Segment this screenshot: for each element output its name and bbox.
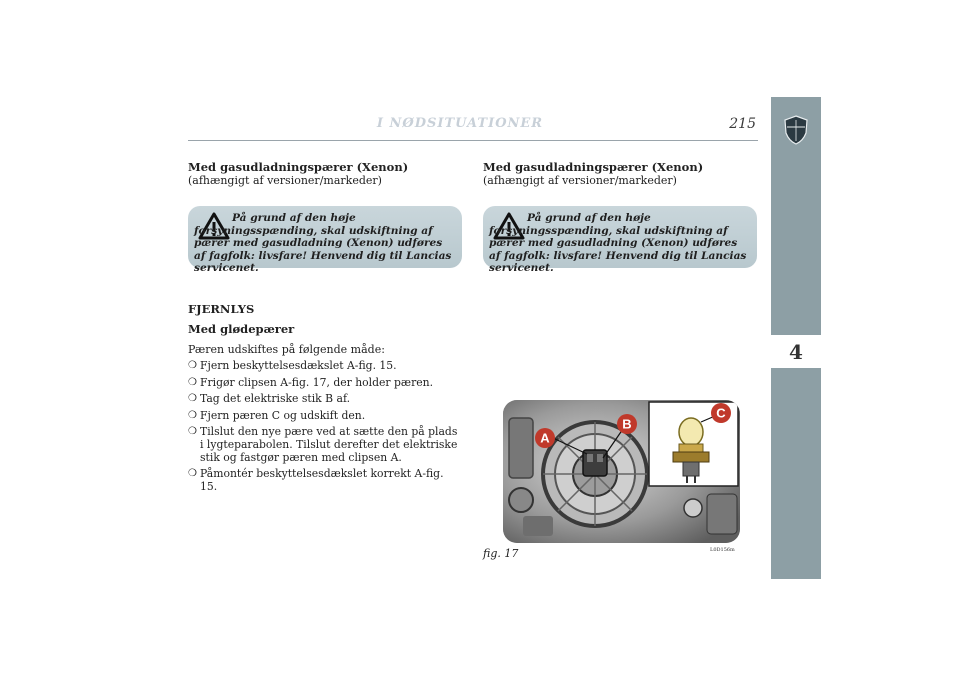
section-subtitle: Med glødepærer bbox=[188, 322, 295, 336]
procedure-intro: Pæren udskiftes på følgende måde: bbox=[188, 343, 385, 356]
left-column bbox=[188, 161, 463, 187]
lancia-shield-icon bbox=[783, 115, 809, 145]
procedure-step: ❍ Tilslut den nye pære ved at sætte den på plads i lygteparabolen. Tilslut derefter det elektriske stik og fastgør pæren med clipsen A. bbox=[188, 426, 464, 464]
page-number: 215 bbox=[729, 116, 756, 132]
procedure-step: ❍ Påmontér beskyttelsesdækslet korrekt A-fig. 15. bbox=[188, 468, 464, 493]
headlamp-figure bbox=[503, 400, 740, 543]
procedure-steps bbox=[188, 360, 464, 493]
left-paren-note: (afhængigt af versioner/markeder) bbox=[188, 174, 382, 187]
headlamp-illustration bbox=[503, 400, 740, 543]
left-warning-text: På grund af den høje forsyningsspænding, skal udskiftning af pærer med gasudladning (Xenon) udføres af fagfolk: livsfare! Henvend dig til Lancias servicenet. bbox=[194, 212, 452, 274]
chapter-number: 4 bbox=[771, 335, 821, 368]
left-subheading: Med gasudladningspærer (Xenon) bbox=[188, 160, 409, 174]
svg-text:C: C bbox=[716, 405, 726, 421]
procedure-step: ❍ Fjern beskyttelsesdækslet A-fig. 15. bbox=[188, 360, 464, 373]
procedure-step: ❍ Frigør clipsen A-fig. 17, der holder pæren. bbox=[188, 377, 464, 390]
right-paren-note: (afhængigt af versioner/markeder) bbox=[483, 174, 677, 187]
callout-a bbox=[535, 428, 555, 448]
right-warning-box bbox=[483, 206, 757, 274]
svg-text:A: A bbox=[540, 430, 550, 446]
figure-code: L0D156m bbox=[710, 547, 735, 553]
running-header-title: I NØDSITUATIONER bbox=[376, 116, 544, 131]
right-warning-text: På grund af den høje forsyningsspænding, skal udskiftning af pærer med gasudladning (Xenon) udføres af fagfolk: livsfare! Henvend dig til Lancias servicenet. bbox=[489, 212, 747, 274]
right-subheading: Med gasudladningspærer (Xenon) bbox=[483, 160, 704, 174]
callout-c bbox=[711, 403, 731, 423]
right-column bbox=[483, 161, 758, 187]
left-procedure bbox=[188, 303, 464, 497]
header-rule bbox=[188, 140, 758, 141]
procedure-step: ❍ Fjern pæren C og udskift den. bbox=[188, 410, 464, 423]
callout-b bbox=[617, 414, 637, 434]
svg-text:B: B bbox=[622, 416, 632, 432]
left-warning-box bbox=[188, 206, 462, 274]
figure-caption: fig. 17 bbox=[483, 547, 519, 560]
procedure-step: ❍ Tag det elektriske stik B af. bbox=[188, 393, 464, 406]
chapter-side-tab bbox=[771, 97, 821, 579]
section-title: FJERNLYS bbox=[188, 302, 255, 316]
